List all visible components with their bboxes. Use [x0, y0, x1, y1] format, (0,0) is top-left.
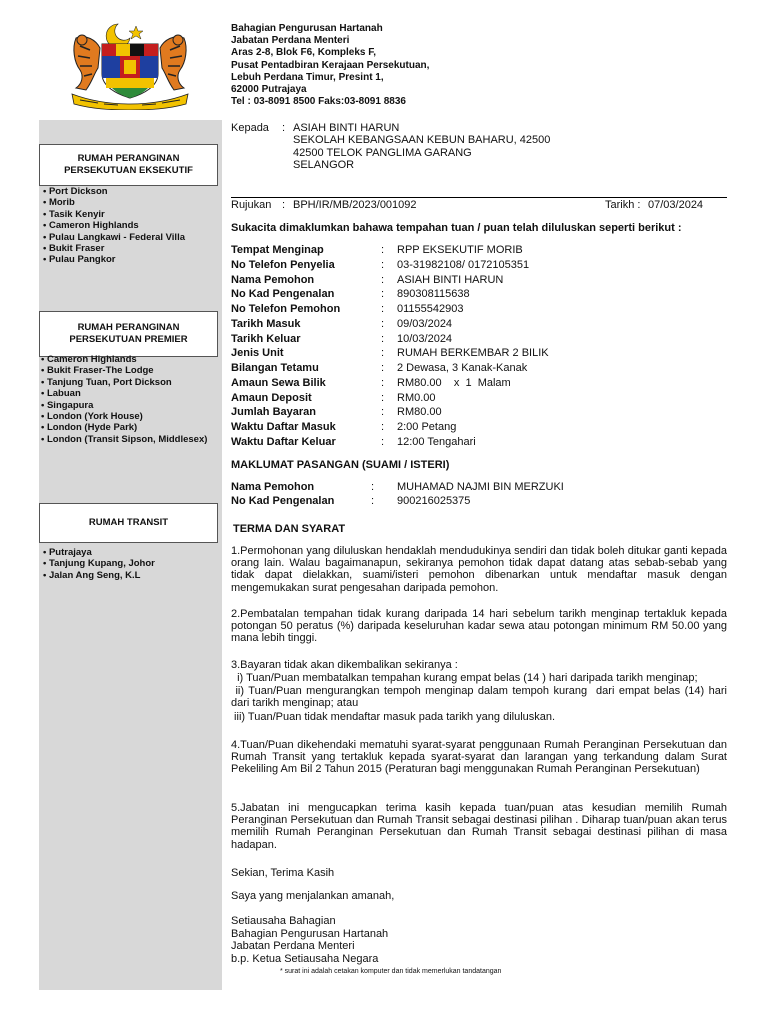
detail-row — [231, 436, 727, 450]
detail-colon: : — [381, 288, 385, 301]
detail-row — [231, 392, 727, 406]
terms-paragraph-3: 3.Bayaran tidak akan dikembalikan sekiranya : — [231, 659, 458, 671]
list-item: • Tasik Kenyir — [43, 208, 105, 220]
spouse-label: No Kad Pengenalan — [231, 495, 335, 507]
detail-colon: : — [381, 244, 385, 256]
list-item: • Singapura — [41, 399, 94, 411]
coat-of-arms-logo — [68, 18, 192, 110]
terms-paragraph-4: 4.Tuan/Puan dikehendaki mematuhi syarat-syarat penggunaan Rumah Peranginan Persekutuan dan Rumah Transit yang tertakluk kepada syarat-syarat dan larangan yang terkandung dalam Surat Pekeliling Am Bil 2 Tahun 2015 (Peraturan bagi menggunakan Rumah Peranginan Persekutuan) — [231, 739, 727, 776]
detail-row — [231, 406, 727, 420]
detail-value: RM80.00 — [397, 406, 442, 419]
list-item: • Morib — [43, 197, 75, 209]
address-line: 62000 Putrajaya — [231, 84, 307, 96]
detail-label: No Telefon Pemohon — [231, 303, 341, 315]
detail-row — [231, 259, 727, 273]
detail-label: Jumlah Bayaran — [231, 406, 316, 419]
terms-item-ii: ii) Tuan/Puan mengurangkan tempoh menginap dalam tempoh kurang dari empat belas (14) hari dari tarikh menginap; atau — [231, 685, 731, 710]
list-item: • London (Transit Sipson, Middlesex) — [41, 433, 208, 445]
closing-line: Sekian, Terima Kasih — [231, 867, 335, 879]
spouse-value: 900216025375 — [397, 495, 471, 507]
terms-item-i: i) Tuan/Puan membatalkan tempahan kurang empat belas (14 ) hari daripada tarikh menginap; — [231, 672, 698, 684]
detail-label: Nama Pemohon — [231, 273, 315, 286]
detail-label: Amaun Deposit — [231, 391, 312, 404]
detail-label: Waktu Daftar Keluar — [231, 435, 336, 448]
detail-value: 2:00 Petang — [397, 421, 457, 433]
detail-label: No Telefon Penyelia — [231, 258, 335, 271]
detail-value: 09/03/2024 — [397, 317, 453, 330]
date-label: Tarikh : — [605, 199, 641, 211]
detail-value: 12:00 Tengahari — [397, 435, 476, 448]
list-item: • London (Hyde Park) — [41, 422, 138, 434]
sidebar-box-title: RUMAH PERANGINAN PERSEKUTUAN EKSEKUTIF — [64, 153, 193, 176]
sidebar-list-eksekutif — [43, 186, 185, 266]
signature-line: Bahagian Pengurusan Hartanah — [231, 927, 389, 940]
detail-row — [231, 318, 727, 332]
detail-label: Tarikh Keluar — [231, 332, 301, 345]
detail-value: 890308115638 — [397, 288, 470, 301]
approval-intro: Sukacita dimaklumkan bahawa tempahan tuan / puan telah diluluskan seperti berikut : — [231, 222, 682, 234]
detail-value: RM80.00 x 1 Malam — [397, 376, 511, 389]
sidebar-box-eksekutif — [39, 144, 218, 186]
detail-row — [231, 347, 727, 361]
recipient-address-line: 42500 TELOK PANGLIMA GARANG — [293, 146, 472, 159]
detail-colon: : — [381, 347, 385, 360]
detail-label: Amaun Sewa Bilik — [231, 376, 326, 389]
detail-label: Waktu Daftar Masuk — [231, 421, 336, 433]
address-line: Pusat Pentadbiran Kerajaan Persekutuan, — [231, 59, 430, 71]
detail-colon: : — [381, 362, 385, 374]
detail-value: RM0.00 — [397, 391, 436, 404]
recipient-colon: : — [282, 122, 286, 134]
address-line: Lebuh Perdana Timur, Presint 1, — [231, 71, 384, 83]
list-item: • Cameron Highlands — [41, 354, 137, 365]
sidebar-box-title: RUMAH TRANSIT — [88, 517, 169, 528]
detail-value: RUMAH BERKEMBAR 2 BILIK — [397, 347, 549, 360]
detail-value: 03-31982108/ 0172105351 — [397, 258, 530, 271]
list-item: • Port Dickson — [43, 186, 108, 197]
detail-row — [231, 333, 727, 347]
detail-value: 01155542903 — [397, 303, 464, 315]
list-item: • Jalan Ang Seng, K.L — [43, 569, 141, 581]
sidebar-box-title: RUMAH PERANGINAN PERSEKUTUAN PREMIER — [69, 322, 188, 345]
detail-colon: : — [381, 406, 385, 419]
detail-value: 10/03/2024 — [397, 332, 453, 345]
reference-label: Rujukan — [231, 199, 272, 211]
detail-label: Tarikh Masuk — [231, 317, 301, 330]
detail-colon: : — [381, 332, 385, 345]
detail-colon: : — [381, 376, 385, 389]
recipient-address-line: SELANGOR — [293, 159, 355, 172]
detail-row — [231, 288, 727, 302]
spouse-colon: : — [371, 495, 375, 507]
address-line: Bahagian Pengurusan Hartanah — [231, 23, 383, 34]
detail-colon: : — [381, 421, 385, 433]
detail-label: Tempat Menginap — [231, 244, 324, 256]
list-item: • Bukit Fraser-The Lodge — [41, 365, 154, 377]
detail-colon: : — [381, 317, 385, 330]
list-item: • Bukit Fraser — [43, 243, 105, 255]
detail-label: Jenis Unit — [231, 347, 284, 360]
date-value: 07/03/2024 — [648, 199, 704, 211]
detail-row — [231, 244, 727, 258]
address-line: Aras 2-8, Blok F6, Kompleks F, — [231, 47, 377, 59]
terms-paragraph-1: 1.Permohonan yang diluluskan hendaklah mendudukinya sendiri dan tidak boleh ditukar ganti kepada orang lain. Walau bagaimanapun, sekiranya pemohon tidak dapat datang atas sebab-sebab yang tidak dapat dielakkan, suami/isteri pemohon dibenarkan untuk mendaftar masuk dengan mengemukakan surat pengesahan daripada pemohon. — [231, 545, 727, 594]
terms-item-iii: iii) Tuan/Puan tidak mendaftar masuk pada tarikh yang diluluskan. — [231, 711, 556, 723]
detail-row — [231, 303, 727, 317]
list-item: • Labuan — [41, 388, 81, 400]
signature-line: b.p. Ketua Setiausaha Negara — [231, 952, 379, 965]
detail-colon: : — [381, 391, 385, 404]
signature-line: Jabatan Perdana Menteri — [231, 940, 355, 953]
footnote: * surat ini adalah cetakan komputer dan tidak memerlukan tandatangan — [280, 968, 502, 975]
terms-paragraph-5: 5.Jabatan ini mengucapkan terima kasih kepada tuan/puan atas kesudian memilih Rumah Peranginan Persekutuan dan Rumah Transit sebagai destinasi pilihan . Diharap tuan/puan akan terus memilih Rumah Peranginan Persekutuan dan Rumah Transit sebagai destinasi pilihan di masa hadapan. — [231, 802, 727, 851]
reference-colon: : — [282, 199, 286, 211]
signature-block — [231, 915, 388, 965]
list-item: • Tanjung Tuan, Port Dickson — [41, 376, 172, 388]
address-line: Jabatan Perdana Menteri — [231, 35, 350, 47]
list-item: • Putrajaya — [43, 547, 92, 558]
detail-value: RPP EKSEKUTIF MORIB — [397, 244, 523, 256]
terms-paragraph-2: 2.Pembatalan tempahan tidak kurang daripada 14 hari sebelum tarikh menginap tertakluk kepada potongan 50 peratus (%) daripada keseluruhan kadar sewa atau potongan minimum RM 50.00 yang mana lebih tinggi. — [231, 608, 727, 645]
divider — [231, 197, 727, 198]
list-item: • Cameron Highlands — [43, 220, 139, 232]
detail-colon: : — [381, 303, 385, 315]
list-item: • Tanjung Kupang, Johor — [43, 558, 155, 570]
reference-row — [231, 199, 727, 213]
detail-row — [231, 362, 727, 376]
detail-label: Bilangan Tetamu — [231, 362, 319, 374]
spouse-value: MUHAMAD NAJMI BIN MERZUKI — [397, 481, 564, 493]
detail-colon: : — [381, 435, 385, 448]
recipient-label: Kepada — [231, 122, 269, 134]
sidebar — [39, 120, 222, 990]
detail-value: 2 Dewasa, 3 Kanak-Kanak — [397, 362, 528, 374]
list-item: • London (York House) — [41, 411, 143, 423]
terms-heading: TERMA DAN SYARAT — [233, 523, 346, 535]
sidebar-list-premier — [41, 354, 217, 445]
detail-row — [231, 274, 727, 288]
sidebar-box-transit — [39, 503, 218, 543]
spouse-row — [231, 481, 727, 495]
sidebar-list-transit — [43, 547, 155, 581]
spouse-colon: : — [371, 481, 375, 493]
recipient-name: ASIAH BINTI HARUN — [293, 122, 400, 134]
list-item: • Pulau Langkawi - Federal Villa — [43, 231, 185, 243]
list-item: • Pulau Pangkor — [43, 254, 116, 266]
address-phone-fax: Tel : 03-8091 8500 Faks:03-8091 8836 — [231, 96, 406, 108]
recipient-address-line: SEKOLAH KEBANGSAAN KEBUN BAHARU, 42500 — [293, 134, 551, 147]
reference-number: BPH/IR/MB/2023/001092 — [293, 199, 417, 211]
detail-row — [231, 421, 727, 435]
spouse-label: Nama Pemohon — [231, 481, 315, 493]
spouse-heading: MAKLUMAT PASANGAN (SUAMI / ISTERI) — [231, 459, 450, 471]
sidebar-box-premier — [39, 311, 218, 357]
signature-line: Setiausaha Bahagian — [231, 915, 336, 927]
detail-value: ASIAH BINTI HARUN — [397, 273, 504, 286]
closing-line: Saya yang menjalankan amanah, — [231, 890, 395, 902]
office-address — [231, 23, 429, 108]
detail-colon: : — [381, 273, 385, 286]
spouse-row — [231, 495, 727, 509]
detail-colon: : — [381, 258, 385, 271]
detail-label: No Kad Pengenalan — [231, 288, 335, 301]
detail-row — [231, 377, 727, 391]
